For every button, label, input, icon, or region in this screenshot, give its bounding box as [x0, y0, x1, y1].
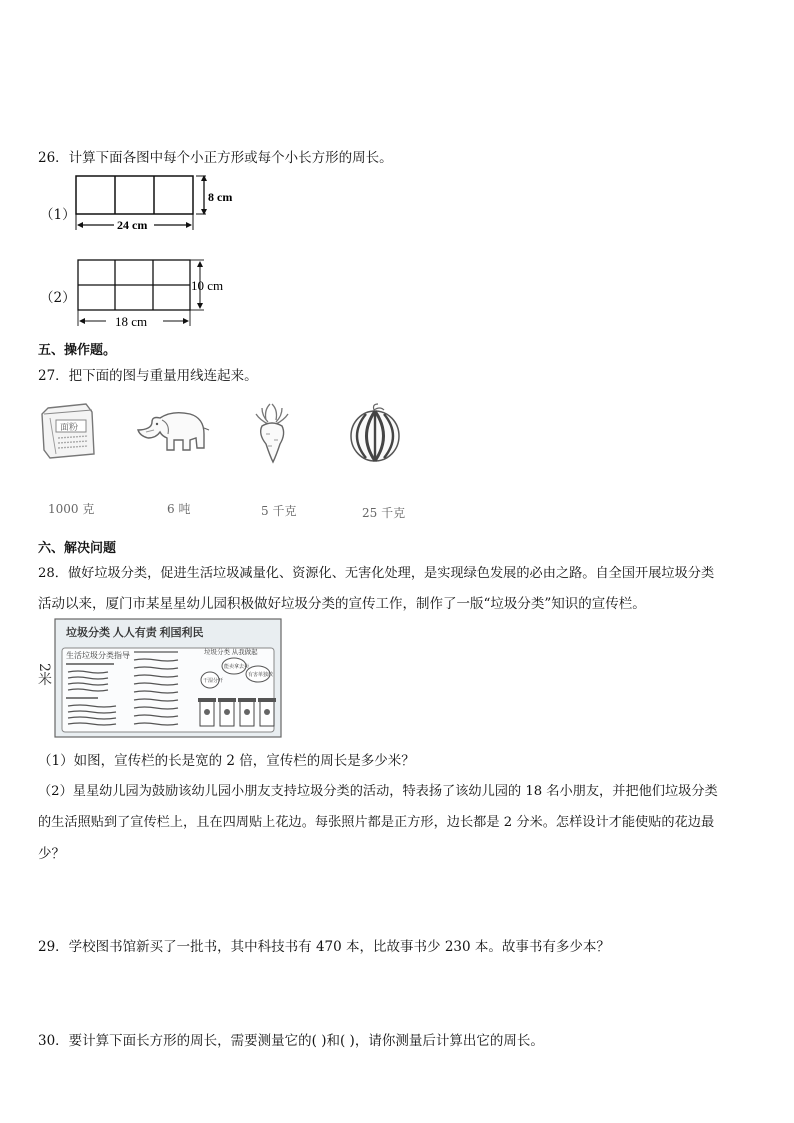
board-header: 垃圾分类 人人有责 利国利民 — [66, 627, 204, 639]
q28-part1: （1）如图，宣传栏的长是宽的 2 倍，宣传栏的周长是多少米？ — [38, 753, 415, 769]
q28-line2: 活动以来，厦门市某星星幼儿园积极做好垃圾分类的宣传工作，制作了一版“垃圾分类”知识的宣传栏。 — [38, 596, 646, 612]
q28-part2-line2: 的生活照贴到了宣传栏上，且在四周贴上花边。每张照片都是正方形，边长都是 2 分米。怎样设计才能使贴的花边最 — [38, 815, 715, 830]
elephant-icon — [134, 404, 210, 460]
radish-icon — [248, 400, 296, 466]
board-height-label: 2米 — [36, 663, 52, 686]
board-guide: 生活垃圾分类指导 — [66, 651, 130, 660]
weight-label-4: 25 千克 — [362, 506, 406, 520]
q26-title: 26．计算下面各图中每个小正方形或每个小长方形的周长。 — [38, 150, 393, 166]
weight-label-2: 6 吨 — [167, 502, 191, 516]
fig1-rectangles — [70, 172, 240, 234]
board-subtitle: 垃圾分类 从我做起 — [204, 649, 258, 656]
section5-heading: 五、操作题。 — [38, 343, 117, 358]
weight-label-3: 5 千克 — [261, 504, 297, 518]
q29-text: 29．学校图书馆新买了一批书，其中科技书有 470 本，比故事书少 230 本。故事书有多少本？ — [38, 939, 610, 955]
board-bubble-3: 干湿分开 — [203, 679, 224, 684]
fig2-width-label: 18 cm — [115, 314, 148, 329]
q28-part2-line1: （2）星星幼儿园为鼓励该幼儿园小朋友支持垃圾分类的活动，特表扬了该幼儿园的 18 名小朋友，并把他们垃圾分类 — [38, 784, 718, 799]
q27-title: 27．把下面的图与重量用线连起来。 — [38, 368, 258, 384]
board-bubble-2: 有害单独放 — [248, 673, 274, 678]
flour-bag-icon — [36, 398, 100, 462]
fig1-label: （1） — [40, 207, 76, 223]
fig2-label: （2） — [40, 290, 76, 306]
bulletin-board — [54, 618, 282, 738]
section6-heading: 六、解决问题 — [38, 541, 117, 556]
q28-part2-line3: 少？ — [38, 846, 65, 862]
fig1-height-label: 8 cm — [208, 190, 233, 204]
board-bubble-1: 能卖拿去卖 — [224, 665, 250, 670]
watermelon-icon — [348, 402, 404, 464]
q30-text: 30．要计算下面长方形的周长，需要测量它的( )和( )，请你测量后计算出它的周长。 — [38, 1033, 544, 1049]
fig1-width-label: 24 cm — [117, 218, 148, 232]
fig2-height-label: 10 cm — [191, 278, 224, 293]
weight-label-1: 1000 克 — [48, 502, 95, 516]
flour-bag-text: 面粉 — [60, 422, 79, 432]
fig2-rectangles — [70, 254, 250, 330]
q28-line1: 28．做好垃圾分类，促进生活垃圾减量化、资源化、无害化处理，是实现绿色发展的必由之路。自全国开展垃圾分类 — [38, 566, 715, 581]
